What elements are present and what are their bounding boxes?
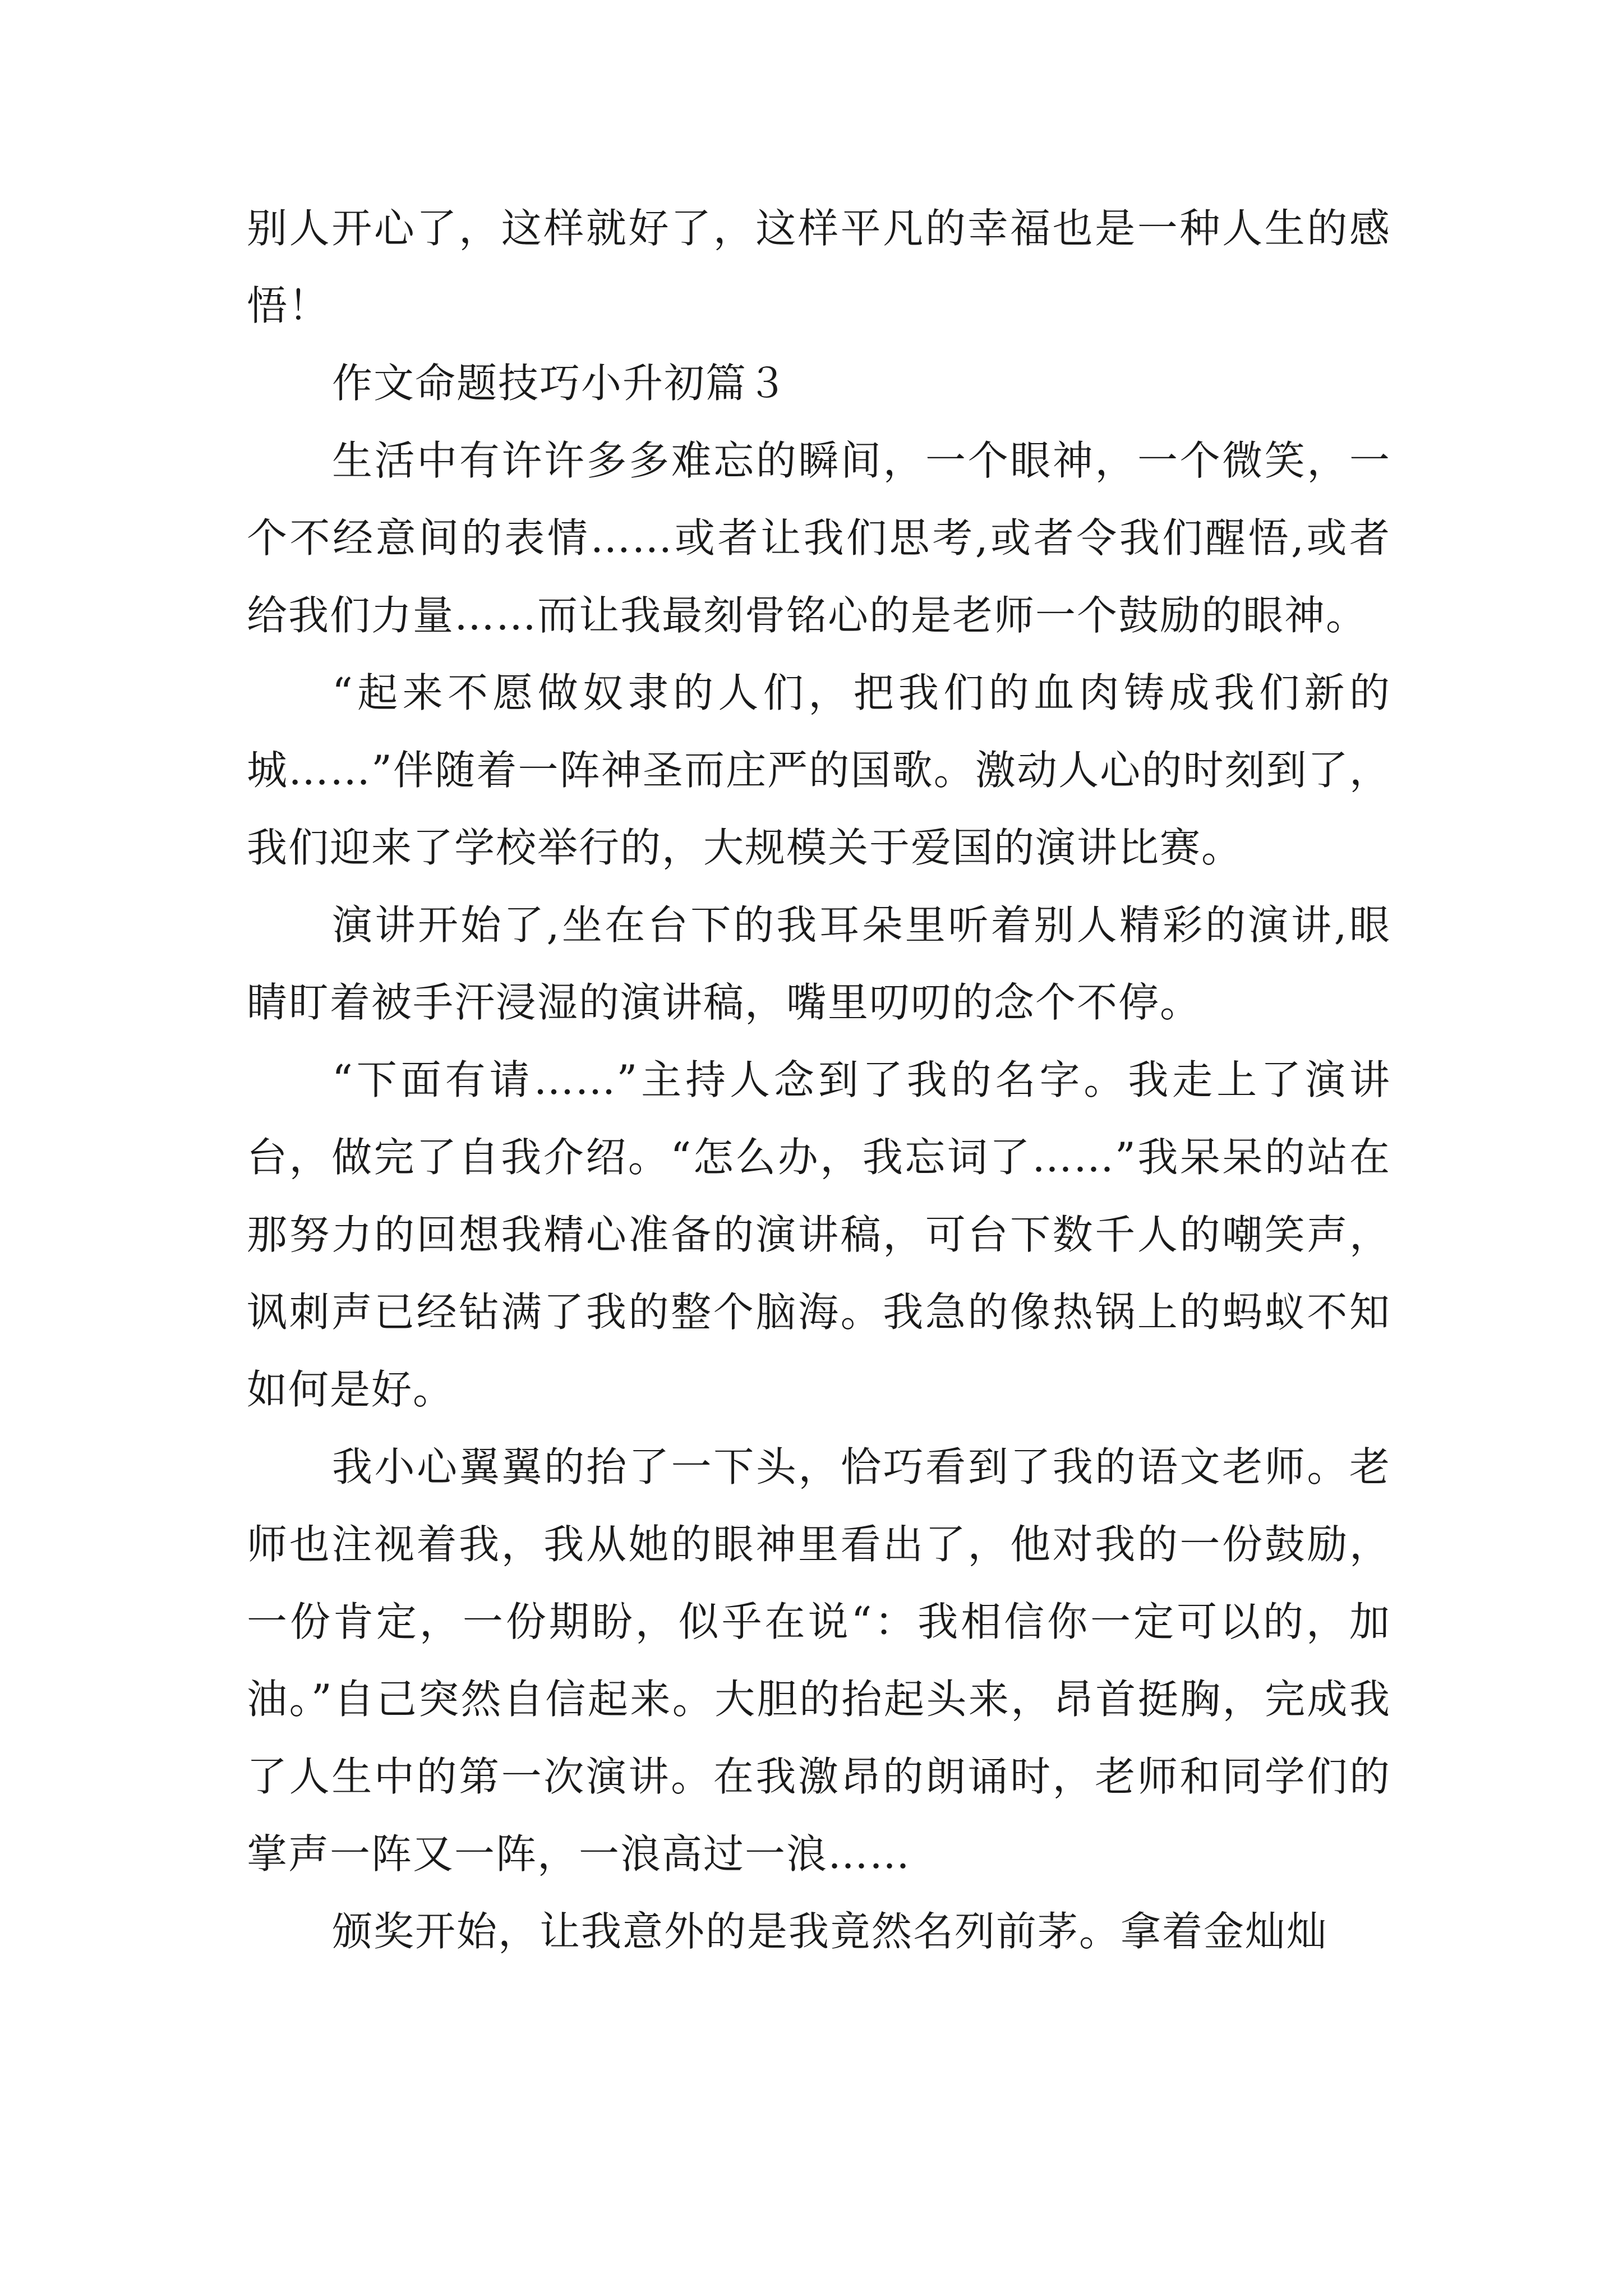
paragraph: 颁奖开始，让我意外的是我竟然名列前茅。拿着金灿灿	[332, 1908, 1329, 1955]
paragraph: 我小心翼翼的抬了一下头，恰巧看到了我的语文老师。老师也注视着我，我从她的眼神里看出了，他对我的一份鼓励，一份肯定，一份期盼，似乎在说“：我相信你一定可以的，加油。”自己突然自信起来。大胆的抬起头来，昂首挺胸，完成我了人生中的第一次演讲。在我激昂的朗诵时，老师和同学们的掌声一阵又一阵，一浪高过一浪……	[247, 1443, 1391, 1878]
paragraph: “下面有请……”主持人念到了我的名字。我走上了演讲台，做完了自我介绍。“怎么办，我忘词了……”我呆呆的站在那努力的回想我精心准备的演讲稿，可台下数千人的嘲笑声，讽刺声已经钻满了我的整个脑海。我急的像热锅上的蚂蚁不知如何是好。	[247, 1056, 1391, 1413]
section-heading: 作文命题技巧小升初篇３	[332, 360, 789, 407]
document-body	[247, 190, 1391, 1970]
paragraph: 生活中有许许多多难忘的瞬间，一个眼神，一个微笑，一个不经意间的表情……或者让我们思考,或者令我们醒悟,或者给我们力量……而让我最刻骨铭心的是老师一个鼓励的眼神。	[247, 437, 1391, 639]
paragraph-continuation: 别人开心了，这样就好了，这样平凡的幸福也是一种人生的感悟！	[247, 205, 1391, 329]
paragraph: “起来不愿做奴隶的人们，把我们的血肉铸成我们新的城……”伴随着一阵神圣而庄严的国歌。激动人心的时刻到了，我们迎来了学校举行的，大规模关于爱国的演讲比赛。	[247, 669, 1391, 871]
paragraph: 演讲开始了,坐在台下的我耳朵里听着别人精彩的演讲,眼睛盯着被手汗浸湿的演讲稿，嘴里叨叨的念个不停。	[247, 901, 1391, 1026]
